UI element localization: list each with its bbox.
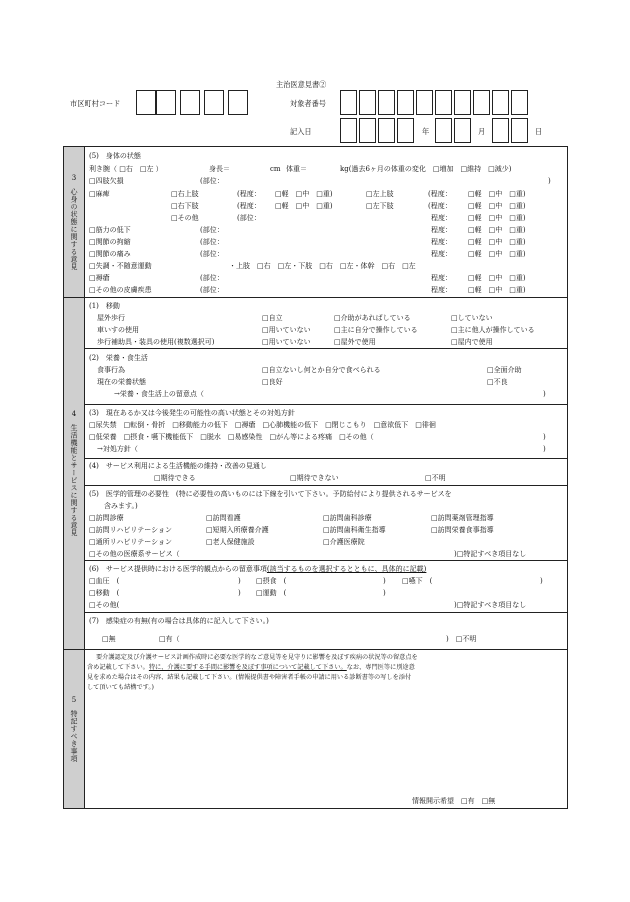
subject-number-label: 対象者番号 [290, 99, 326, 108]
nutrition-title: (2) 栄養・食生活 [89, 354, 148, 362]
divider-4-5-section [63, 649, 568, 650]
number-box[interactable] [359, 90, 376, 115]
other-note-field[interactable]: □その他( [89, 601, 120, 609]
degree-label: 程度： [431, 274, 452, 282]
number-box[interactable] [492, 90, 509, 115]
aid-indoor-checkbox[interactable]: □屋内で使用 [451, 338, 493, 346]
walk-independent-checkbox[interactable]: □自立 [262, 314, 283, 322]
response-policy-field[interactable]: →対処方針（ [97, 445, 138, 453]
divider-4-1 [84, 348, 568, 349]
divider-4-3 [84, 458, 568, 459]
section-4-title: 生活機能とサービスに関する意見 [70, 424, 78, 537]
wheelchair-label: 車いすの使用 [97, 326, 139, 334]
notes-instruction-2a: 含め記載して下さい。 [87, 664, 149, 671]
home-nursing-checkbox[interactable]: □訪問看護 [206, 514, 241, 522]
nutrition-state-label: 現在の栄養状態 [97, 378, 146, 386]
degree-label: (程度： [428, 190, 452, 198]
right-upper-checkbox[interactable]: □右上肢 [171, 190, 199, 198]
notes-instruction-2c: なお、専門医等に別途意 [346, 664, 415, 671]
divider-4-6 [84, 612, 568, 613]
paren: ) [543, 445, 546, 453]
infection-unknown-checkbox[interactable]: ) □不明 [446, 635, 477, 643]
divider-4-2 [84, 404, 568, 405]
swallow-note-field[interactable]: □嚥下 ( [402, 577, 433, 585]
paren: ) [543, 390, 546, 398]
aid-outdoor-checkbox[interactable]: □屋外で使用 [334, 338, 376, 346]
nutrition-note-field[interactable]: →栄養・食生活上の留意点（ [114, 390, 204, 398]
prognosis-unknown-checkbox[interactable]: □不明 [425, 474, 446, 482]
muscle-weakness-checkbox[interactable]: □筋力の低下 [89, 226, 131, 234]
number-box[interactable] [435, 90, 452, 115]
section-3-number: 3 [71, 173, 77, 182]
site-label: (部位： [200, 238, 224, 246]
code-box[interactable] [228, 90, 248, 115]
notes-instruction-line-4: して頂いても結構です。) [87, 684, 154, 691]
joint-pain-checkbox[interactable]: □関節の痛み [89, 250, 131, 258]
care-notes-title-underlined: (該当するものを選択するとともに、具体的に記載) [266, 565, 427, 573]
degree-options[interactable]: □軽 □中 □重) [468, 214, 526, 222]
home-pharmacy-checkbox[interactable]: □訪問薬剤管理指導 [431, 514, 494, 522]
site-label: (部位： [200, 286, 224, 294]
paralysis-checkbox[interactable]: □麻痺 [89, 190, 110, 198]
movement-note-field[interactable]: □移動 ( [89, 589, 120, 597]
care-medical-institute-checkbox[interactable]: □介護医療院 [323, 538, 365, 546]
aid-none-checkbox[interactable]: □用いていない [262, 338, 311, 346]
walk-none-checkbox[interactable]: □していない [451, 314, 493, 322]
limb-loss-checkbox[interactable]: □四肢欠損 [89, 177, 124, 185]
day-label: 日 [535, 127, 543, 136]
conditions-options-2[interactable]: □低栄養 □摂食・嚥下機能低下 □脱水 □易感染性 □がん等による疼痛 □その他（ [89, 433, 374, 441]
degree-label: (程度： [428, 202, 452, 210]
degree-options[interactable]: □軽 □中 □重) [468, 202, 526, 210]
code-box[interactable] [180, 90, 200, 115]
notes-instruction-line-3: 見を求めた場合はその内容、結果も記載して下さい。(情報提供書や障害者手帳の申請に用いる診断書等の写しを添付 [87, 674, 412, 681]
paren: ) [383, 577, 386, 585]
weight-change-field[interactable]: kg(過去6ヶ月の体重の変化 □増加 □維持 □減少) [340, 165, 512, 173]
right-lower-checkbox[interactable]: □右下肢 [171, 202, 199, 210]
number-box[interactable] [340, 90, 357, 115]
side-divider [84, 146, 85, 809]
prognosis-title: (4) サービス利用による生活機能の維持・改善の見通し [89, 462, 267, 470]
eating-note-field[interactable]: □摂食 ( [256, 577, 287, 585]
degree-options[interactable]: □軽 □中 □重) [468, 226, 526, 234]
dental-hygiene-checkbox[interactable]: □訪問歯科衛生指導 [323, 526, 386, 534]
section-3-side [64, 147, 84, 297]
divider-4-4 [84, 485, 568, 486]
home-dental-checkbox[interactable]: □訪問歯科診療 [323, 514, 372, 522]
paren: ) [238, 589, 241, 597]
municipality-code-label: 市区町村コード [70, 99, 121, 108]
conditions-title: (3) 現在あるか又は今後発生の可能性の高い状態とその対処方針 [89, 409, 295, 417]
walk-with-help-checkbox[interactable]: □介助があればしている [334, 314, 411, 322]
eating-full-assist-checkbox[interactable]: □全面介助 [487, 366, 522, 374]
number-box[interactable] [454, 90, 471, 115]
section-5-number: 5 [71, 695, 77, 704]
home-nutrition-checkbox[interactable]: □訪問栄養食事指導 [431, 526, 494, 534]
degree-label: 程度： [431, 286, 452, 294]
notes-instruction-line-2 [87, 665, 415, 671]
degree-label: (程度： [237, 190, 261, 198]
ataxia-checkbox[interactable]: □失調・不随意運動 [89, 262, 152, 270]
other-medical-service-field[interactable]: □その他の医療系サービス（ [89, 550, 180, 558]
bedsore-checkbox[interactable]: □褥瘡 [89, 274, 110, 282]
section-5-side [64, 650, 84, 808]
number-box[interactable] [397, 90, 414, 115]
section-4-number: 4 [71, 410, 77, 419]
special-notes-area[interactable] [86, 696, 566, 790]
home-visit-medical-checkbox[interactable]: □訪問診療 [89, 514, 124, 522]
site-label: (部位： [200, 274, 224, 282]
short-stay-checkbox[interactable]: □短期入所療養介護 [206, 526, 269, 534]
infection-no-checkbox[interactable]: □無 [102, 635, 116, 643]
number-box[interactable] [473, 90, 490, 115]
paren: ) [540, 577, 543, 585]
degree-options[interactable]: □軽 □中 □重) [275, 202, 333, 210]
degree-label: 程度： [431, 214, 452, 222]
code-box[interactable] [136, 90, 156, 115]
code-box[interactable] [156, 90, 176, 115]
degree-options[interactable]: □軽 □中 □重) [275, 190, 333, 198]
year-label: 年 [422, 127, 430, 136]
left-upper-checkbox[interactable]: □左上肢 [366, 190, 394, 198]
degree-options[interactable]: □軽 □中 □重) [468, 238, 526, 246]
height-label: 身長＝ [209, 165, 230, 173]
degree-label: 程度： [431, 238, 452, 246]
care-notes-title [89, 566, 426, 573]
conditions-options-1[interactable]: □尿失禁 □転倒・骨折 □移動能力の低下 □褥瘡 □心肺機能の低下 □閉じこもり □意欲低下 □徘徊 [89, 421, 436, 429]
paren: ) [543, 433, 546, 441]
site-label: (部位： [237, 214, 261, 222]
month-label: 月 [478, 127, 486, 136]
year-box[interactable] [359, 118, 376, 143]
medical-management-title: (5) 医学的管理の必要性 (特に必要性の高いものには下線を引いて下さい。予防給付により提供されるサービスを [89, 490, 452, 498]
degree-label: (程度： [237, 202, 261, 210]
body-state-title: (5) 身体の状態 [89, 152, 141, 160]
dominant-hand-field[interactable]: 利き腕（ □右 □左 ） [89, 165, 163, 173]
eating-label: 食事行為 [97, 366, 125, 374]
prognosis-expected-checkbox[interactable]: □期待できる [154, 474, 196, 482]
wheelchair-none-checkbox[interactable]: □用いていない [262, 326, 311, 334]
paren: ) [383, 589, 386, 597]
form-title: 主治医意見書② [276, 80, 327, 89]
wheelchair-other-checkbox[interactable]: □主に他人が操作している [451, 326, 535, 334]
elderly-health-facility-checkbox[interactable]: □老人保健施設 [206, 538, 255, 546]
site-label: (部位： [200, 177, 224, 185]
medical-management-title-cont: 含みます。) [104, 502, 138, 510]
blood-pressure-field[interactable]: □血圧 ( [89, 577, 120, 585]
eating-self-checkbox[interactable]: □自立ないし何とか自分で食べられる [262, 366, 381, 374]
day-rehab-checkbox[interactable]: □通所リハビリテーション [89, 538, 172, 546]
degree-label: 程度： [431, 226, 452, 234]
infection-title: (7) 感染症の有無(有の場合は具体的に記入して下さい。) [89, 617, 269, 625]
joint-contracture-checkbox[interactable]: □関節の拘縮 [89, 238, 131, 246]
disclosure-preference-options[interactable]: 情報開示希望 □有 □無 [412, 797, 496, 805]
notes-instruction-2b: 特に、介護に要する手間に影響を及ぼす事項について記載して下さい。 [148, 664, 347, 671]
degree-label: 程度： [431, 250, 452, 258]
weight-label: 体重＝ [286, 165, 307, 173]
number-box[interactable] [416, 90, 433, 115]
paren: ) [238, 577, 241, 585]
care-notes-title-text: (6) サービス提供時における医学的観点からの留意事項 [89, 565, 267, 573]
year-box[interactable] [340, 118, 357, 143]
degree-options[interactable]: □軽 □中 □重) [468, 190, 526, 198]
month-box[interactable] [435, 118, 452, 143]
home-rehab-checkbox[interactable]: □訪問リハビリテーション [89, 526, 172, 534]
number-box[interactable] [511, 90, 528, 115]
left-lower-checkbox[interactable]: □左下肢 [366, 202, 394, 210]
divider-3-4 [63, 297, 568, 298]
section-5-title: 特記すべき事項 [70, 709, 78, 763]
ataxia-parts-options[interactable]: ・上肢 □右 □左・下肢 □右 □左・体幹 □右 □左 [229, 262, 416, 270]
outdoor-walk-label: 屋外歩行 [97, 314, 125, 322]
degree-options[interactable]: □軽 □中 □重) [468, 286, 526, 294]
day-box[interactable] [492, 118, 509, 143]
nutrition-good-checkbox[interactable]: □良好 [262, 378, 283, 386]
paren: ) [548, 177, 551, 185]
degree-options[interactable]: □軽 □中 □重) [468, 274, 526, 282]
medical-none-checkbox[interactable]: )□特記すべき項目なし [454, 550, 527, 558]
number-box[interactable] [378, 90, 395, 115]
entry-date-label: 記入日 [290, 127, 312, 136]
day-box[interactable] [511, 118, 528, 143]
wheelchair-self-checkbox[interactable]: □主に自分で操作している [334, 326, 418, 334]
degree-options[interactable]: □軽 □中 □重) [468, 250, 526, 258]
code-box[interactable] [204, 90, 224, 115]
section-4-side [64, 298, 84, 649]
year-box[interactable] [378, 118, 395, 143]
infection-yes-field[interactable]: □有（ [159, 635, 180, 643]
cm-unit: cm [270, 165, 281, 173]
skin-disease-checkbox[interactable]: □その他の皮膚疾患 [89, 286, 152, 294]
section-3-title: 心身の状態に関する意見 [70, 187, 78, 271]
divider-4-5 [84, 560, 568, 561]
site-label: (部位： [200, 250, 224, 258]
year-box[interactable] [397, 118, 414, 143]
notes-instruction-line-1: 要介護認定及び介護サービス計画作成時に必要な医学的なご意見等を見守りに影響を及ぼす疾病の状況等の留意点を [96, 654, 418, 661]
other-checkbox[interactable]: □その他 [171, 214, 199, 222]
nutrition-poor-checkbox[interactable]: □不良 [487, 378, 508, 386]
prognosis-not-expected-checkbox[interactable]: □期待できない [290, 474, 339, 482]
walking-aid-label: 歩行補助具・装具の使用(複数選択可) [97, 338, 215, 346]
site-label: (部位： [200, 226, 224, 234]
exercise-note-field[interactable]: □運動 ( [256, 589, 287, 597]
movement-title: (1) 移動 [89, 302, 120, 310]
care-none-checkbox[interactable]: )□特記すべき項目なし [454, 601, 527, 609]
month-box[interactable] [454, 118, 471, 143]
